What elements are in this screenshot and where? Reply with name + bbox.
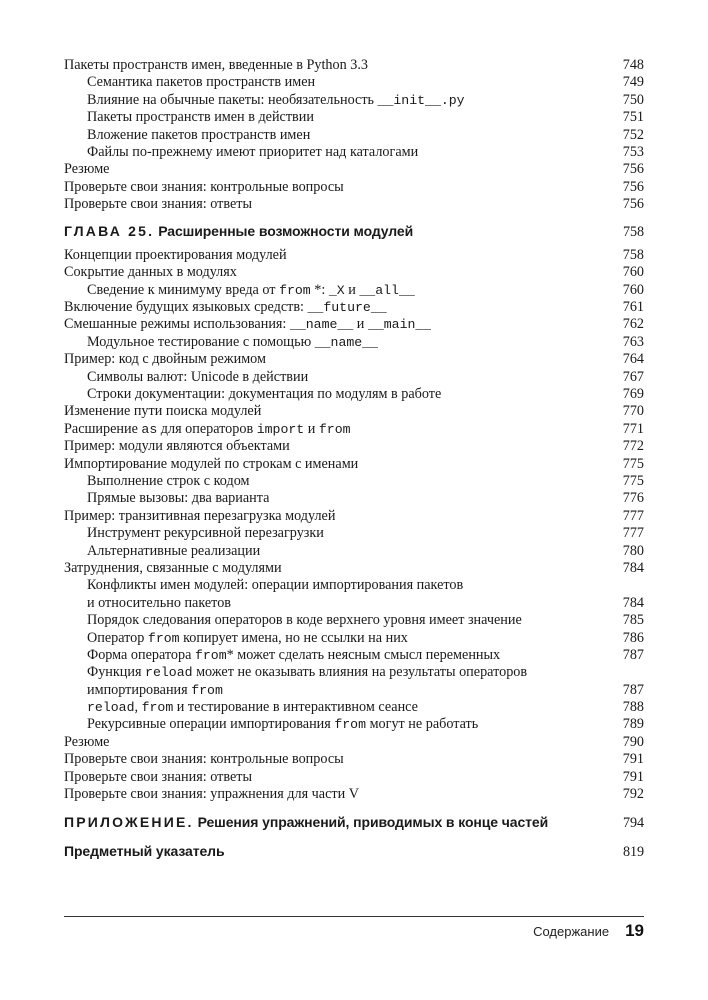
code-text: from [334,717,367,733]
toc-entry-title [64,92,465,109]
title-text: Рекурсивные операции импортирования [87,716,335,733]
code-text: __all__ [359,282,415,298]
toc-page-number: 753 [622,143,644,160]
toc-entry-title [64,751,344,768]
title-text: Пример: транзитивная перезагрузка модулей [64,507,336,524]
toc-subentry [64,127,644,144]
title-text: Проверьте свои знания: ответы [64,196,252,213]
toc-entry-title [64,543,260,560]
toc-page-number: 749 [622,74,644,91]
toc-entry-title [64,843,224,860]
toc-page-number: 775 [622,455,644,472]
toc-entry-title [64,316,431,333]
title-text: Проверьте свои знания: упражнения для части V [64,786,359,803]
toc-page-number: 792 [622,786,644,803]
toc-entry-title [64,769,252,786]
toc-entry-title [64,664,527,681]
toc-entry [64,403,644,420]
toc-entry-title [64,264,237,281]
toc-page-number: 819 [623,843,644,860]
code-text: from [194,647,227,663]
toc-chapter-heading [64,814,644,831]
toc-page-number: 788 [622,699,644,716]
toc-entry [64,751,644,768]
toc-entry-title [64,525,324,542]
title-text: для операторов [157,420,257,437]
page-number: 19 [625,921,644,940]
toc-page-number: 761 [622,299,644,316]
title-text: Сведение к минимуму вреда от [87,281,280,298]
toc-page-number: 777 [622,507,644,524]
toc-entry [64,456,644,473]
title-text: Файлы по-прежнему имеют приоритет над каталогами [87,143,419,160]
toc-page-number: 785 [622,612,644,629]
toc-entry [64,438,644,455]
toc-entry-title [64,699,418,716]
toc-entry-title [64,144,418,161]
toc-entry-title [64,369,308,386]
title-text: Проверьте свои знания: контрольные вопросы [64,178,344,195]
toc-page-number: 748 [622,57,644,73]
toc-entry-title [64,386,441,403]
toc-entry-title [64,814,548,831]
code-text: as [141,421,158,437]
toc-entry-title [64,560,282,577]
toc-page-number: 777 [622,525,644,542]
code-text: from [191,682,223,698]
title-text: и тестирование в интерактивном сеансе [173,699,418,716]
title-text: Конфликты имен модулей: операции импортирования пакетов [87,577,464,594]
title-text: Функция [87,664,146,681]
toc-subentry [64,716,644,733]
toc-entry-title [64,403,261,420]
title-text: Резюме [64,161,110,178]
toc-entry [64,179,644,196]
title-text: могут не работать [366,716,479,733]
toc-entry-title [64,74,315,91]
toc-page-number: 787 [622,681,644,698]
toc-entry-title [64,351,266,368]
toc-entry [64,351,644,368]
title-text: Смешанные режимы использования: [64,316,290,333]
toc-entry-title [64,109,314,126]
toc-entry [64,560,644,577]
toc-subentry [64,630,644,647]
toc-entry [64,196,644,213]
toc-chapter-heading [64,223,644,240]
toc-entry-title [64,438,290,455]
toc-entry-title [64,282,415,299]
code-text: import [256,421,305,437]
toc-entry [64,508,644,525]
toc-page-number: 760 [622,264,644,281]
toc-subentry [64,682,644,699]
toc-entry-title [64,595,231,612]
title-text: , [134,699,142,716]
toc-entry-title [64,647,500,664]
title-text: и [353,316,368,333]
code-text: __future__ [307,300,387,316]
toc-subentry [64,369,644,386]
toc-page-number: 784 [622,594,644,611]
toc-entry-title [64,223,413,240]
toc-entry-title [64,179,344,196]
toc-entry-title [64,734,109,751]
title-text: Строки документации: документация по модулям в работе [87,386,442,403]
code-text: _X [328,282,345,298]
code-text: from [279,282,311,298]
toc-subentry [64,525,644,542]
title-text: Проверьте свои знания: ответы [64,768,252,785]
code-text: __name__ [289,317,354,333]
toc-entry-title [64,456,358,473]
title-text: Пакеты пространств имен, введенные в Python 3.3 [64,57,368,73]
toc-entry-title [64,196,252,213]
chapter-label: ГЛАВА 25. [64,222,155,239]
toc-subentry [64,386,644,403]
toc-entry-title [64,127,310,144]
title-text: Пример: модули являются объектами [64,438,290,455]
title-text: Выполнение строк с кодом [87,472,250,489]
title-text: и [344,281,360,298]
title-text: Пакеты пространств имен в действии [87,109,314,126]
toc-subentry [64,664,644,681]
toc-subentry [64,334,644,351]
title-text: Альтернативные реализации [87,542,261,559]
toc-subentry [64,699,644,716]
toc-page-number: 758 [622,246,644,263]
code-text: from [147,630,180,646]
toc-entry-title [64,473,250,490]
toc-entry-title [64,682,223,699]
toc-page-number: 762 [622,316,644,333]
toc-subentry [64,577,644,594]
toc-page-number: 794 [623,815,644,832]
chapter-label: ПРИЛОЖЕНИЕ. [64,814,194,831]
running-footer [533,921,644,941]
title-text: Форма оператора [87,646,195,663]
toc-entry-title [64,508,335,525]
toc-subentry [64,612,644,629]
toc-page-number: 790 [622,733,644,750]
title-text: Порядок следования операторов в коде верхнего уровня имеет значение [87,612,522,629]
title-text: Изменение пути поиска модулей [64,403,262,420]
toc-subentry [64,647,644,664]
toc-entry-title [64,490,269,507]
title-text: Прямые вызовы: два варианта [87,490,270,507]
toc-entry-title [64,421,351,438]
toc-subentry [64,144,644,161]
toc-entry-title [64,577,463,594]
code-text: __init__.py [377,92,465,108]
toc-subentry [64,543,644,560]
toc-entry [64,299,644,316]
code-text: reload [145,665,193,681]
toc-entry-title [64,299,387,316]
title-text: копирует имена, но не ссылки на них [179,629,408,646]
title-text: Решения упражнений, приводимых в конце частей [197,814,549,831]
toc-subentry [64,74,644,91]
toc-entry [64,161,644,178]
toc-entry-title [64,247,287,264]
toc-page-number: 750 [622,91,644,108]
title-text: Концепции проектирования модулей [64,246,287,263]
toc-entry-title [64,630,408,647]
title-text: Проверьте свои знания: контрольные вопросы [64,751,344,768]
toc-entry-title [64,57,368,74]
title-text: Влияние на обычные пакеты: необязательность [87,91,378,108]
toc-entry [64,769,644,786]
toc-entry-title [64,612,522,629]
toc-entry-title [64,334,378,351]
toc-page-number: 756 [622,196,644,213]
toc-subentry [64,282,644,299]
title-text: * может сделать неясным смысл переменных [226,646,501,663]
toc-page-number: 789 [622,716,644,733]
toc-page-number: 751 [622,109,644,126]
title-text: Модульное тестирование с помощью [87,333,315,350]
toc-page-number: 752 [622,126,644,143]
title-text: Сокрытие данных в модулях [64,264,237,281]
title-text: Символы валют: Unicode в действии [87,368,309,385]
toc-page-number: 769 [622,386,644,403]
toc-page-number: 763 [622,333,644,350]
title-text: Расширение [64,420,142,437]
table-of-contents [64,57,644,867]
toc-page-number: 756 [622,178,644,195]
toc-page-number: 758 [623,223,644,240]
toc-entry [64,247,644,264]
title-text: и [304,420,319,437]
toc-entry-title [64,786,359,803]
title-text: Вложение пакетов пространств имен [87,126,311,143]
title-text: Затруднения, связанные с модулями [64,559,282,576]
toc-page-number: 780 [622,542,644,559]
toc-subentry [64,92,644,109]
code-text: from [141,700,174,716]
toc-entry-title [64,161,109,178]
title-text: Расширенные возможности модулей [158,222,414,239]
toc-page-number: 784 [622,559,644,576]
toc-page-number: 775 [622,472,644,489]
toc-entry [64,264,644,281]
toc-subentry [64,473,644,490]
toc-subentry [64,595,644,612]
toc-page-number: 767 [622,368,644,385]
toc-page-number: 787 [622,646,644,663]
title-text: Предметный указатель [64,842,225,859]
title-text: и относительно пакетов [87,594,231,611]
toc-page-number: 786 [622,629,644,646]
toc-page-number: 776 [622,490,644,507]
toc-entry [64,786,644,803]
toc-page-number: 764 [622,351,644,368]
title-text: Инструмент рекурсивной перезагрузки [87,525,324,542]
toc-page-number: 772 [622,438,644,455]
title-text: Импортирование модулей по строкам с именами [64,455,359,472]
toc-page-number: 760 [622,281,644,298]
toc-subentry [64,109,644,126]
code-text: from [318,421,351,437]
title-text: Семантика пакетов пространств имен [87,74,316,91]
title-text: импортирования [87,681,192,698]
footer-section-title: Содержание [533,924,610,939]
toc-page-number: 791 [622,751,644,768]
title-text: Включение будущих языковых средств: [64,299,308,316]
toc-page-number: 756 [622,161,644,178]
title-text: Пример: код с двойным режимом [64,351,266,368]
code-text: reload [87,700,135,716]
toc-page-number: 771 [622,420,644,437]
title-text: Оператор [87,629,148,646]
code-text: __main__ [367,317,432,333]
toc-page-number: 791 [622,768,644,785]
footer-rule [64,916,644,917]
toc-subentry [64,490,644,507]
toc-entry [64,316,644,333]
toc-entry [64,57,644,74]
code-text: __name__ [314,334,379,350]
toc-page-number: 770 [622,403,644,420]
toc-entry [64,734,644,751]
toc-chapter-heading [64,843,644,860]
toc-entry-title [64,716,478,733]
toc-entry [64,421,644,438]
title-text: может не оказывать влияния на результаты операторов [192,664,528,681]
title-text: Резюме [64,733,110,750]
title-text: *: [310,281,329,298]
